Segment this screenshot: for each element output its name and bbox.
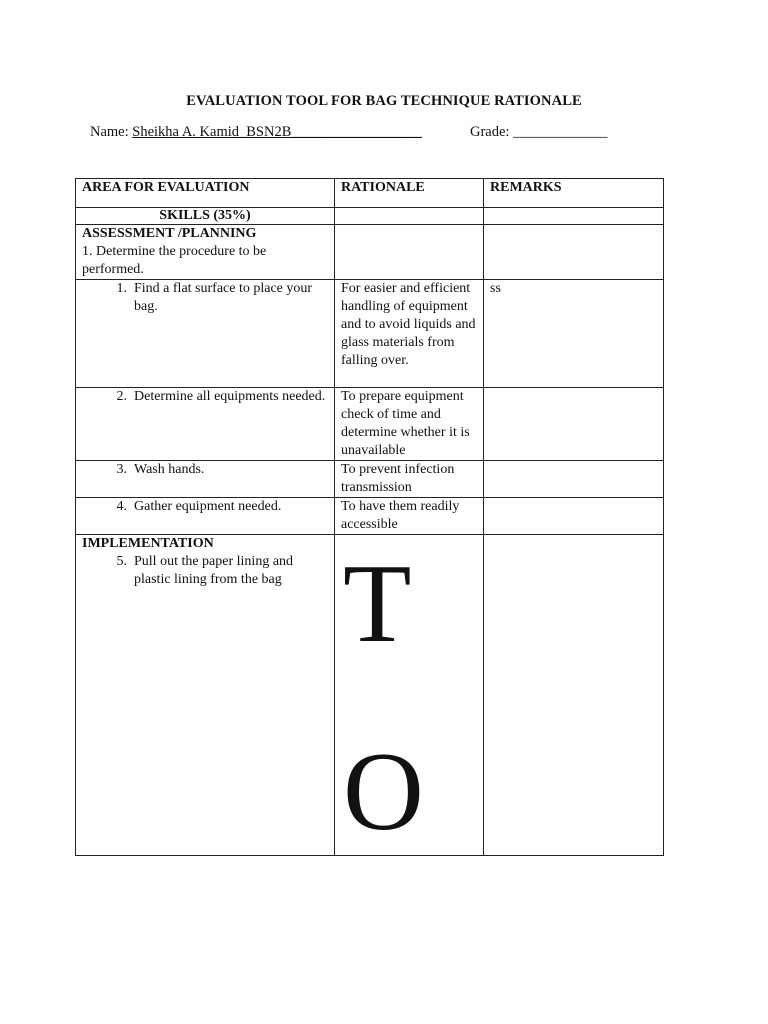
item-text: Find a flat surface to place your bag. [134, 281, 313, 314]
assessment-cell [76, 225, 335, 280]
item-text: Gather equipment needed. [134, 499, 282, 514]
item-number: 1. [116, 281, 127, 296]
skills-label: SKILLS (35%) [76, 208, 335, 225]
header-rationale: RATIONALE [335, 179, 484, 208]
item-text: Determine all equipments needed. [134, 389, 326, 404]
implementation-remarks-cell [484, 535, 664, 856]
item-number: 4. [116, 499, 127, 514]
header-remarks: REMARKS [484, 179, 664, 208]
item-number: 2. [116, 389, 127, 404]
assessment-text: 1. Determine the procedure to be performed. [82, 244, 267, 277]
grade-line [470, 124, 607, 141]
table-row [76, 388, 664, 461]
table-row [76, 280, 664, 388]
assessment-row [76, 225, 664, 280]
evaluation-table [75, 178, 664, 856]
area-cell [76, 388, 335, 461]
rationale-cell: For easier and efficient handling of equipment and to avoid liquids and glass materials from falling over. [335, 280, 484, 388]
remarks-cell [484, 461, 664, 498]
large-letter-o: O [343, 730, 424, 854]
header-area: AREA FOR EVALUATION [76, 179, 335, 208]
skills-row [76, 208, 664, 225]
rationale-cell: To prevent infection transmission [335, 461, 484, 498]
rationale-cell: To have them readily accessible [335, 498, 484, 535]
item-number: 3. [116, 462, 127, 477]
skills-remarks-cell [484, 208, 664, 225]
implementation-cell [76, 535, 335, 856]
area-cell [76, 461, 335, 498]
implementation-heading: IMPLEMENTATION [82, 536, 214, 551]
table-header-row [76, 179, 664, 208]
grade-label: Grade: [470, 124, 510, 140]
assessment-heading: ASSESSMENT /PLANNING [82, 226, 257, 241]
large-letter-t: T [343, 542, 412, 666]
remarks-cell [484, 388, 664, 461]
area-cell [76, 498, 335, 535]
rationale-cell: To prepare equipment check of time and determine whether it is unavailable [335, 388, 484, 461]
name-value: Sheikha A. Kamid_BSN2B__________________ [132, 124, 422, 140]
remarks-cell: ss [484, 280, 664, 388]
grade-value: _____________ [513, 124, 608, 140]
table-row [76, 461, 664, 498]
document-title: EVALUATION TOOL FOR BAG TECHNIQUE RATIONALE [186, 93, 582, 109]
table-row [76, 498, 664, 535]
item-text: Wash hands. [134, 462, 205, 477]
name-label: Name: [90, 124, 129, 140]
assessment-remarks-cell [484, 225, 664, 280]
item-text: Pull out the paper lining and plastic lining from the bag [134, 554, 294, 587]
assessment-rationale-cell [335, 225, 484, 280]
area-cell [76, 280, 335, 388]
implementation-rationale-cell [335, 535, 484, 856]
item-number: 5. [116, 554, 127, 569]
implementation-row [76, 535, 664, 856]
skills-rationale-cell [335, 208, 484, 225]
remarks-cell [484, 498, 664, 535]
name-line [90, 124, 422, 141]
